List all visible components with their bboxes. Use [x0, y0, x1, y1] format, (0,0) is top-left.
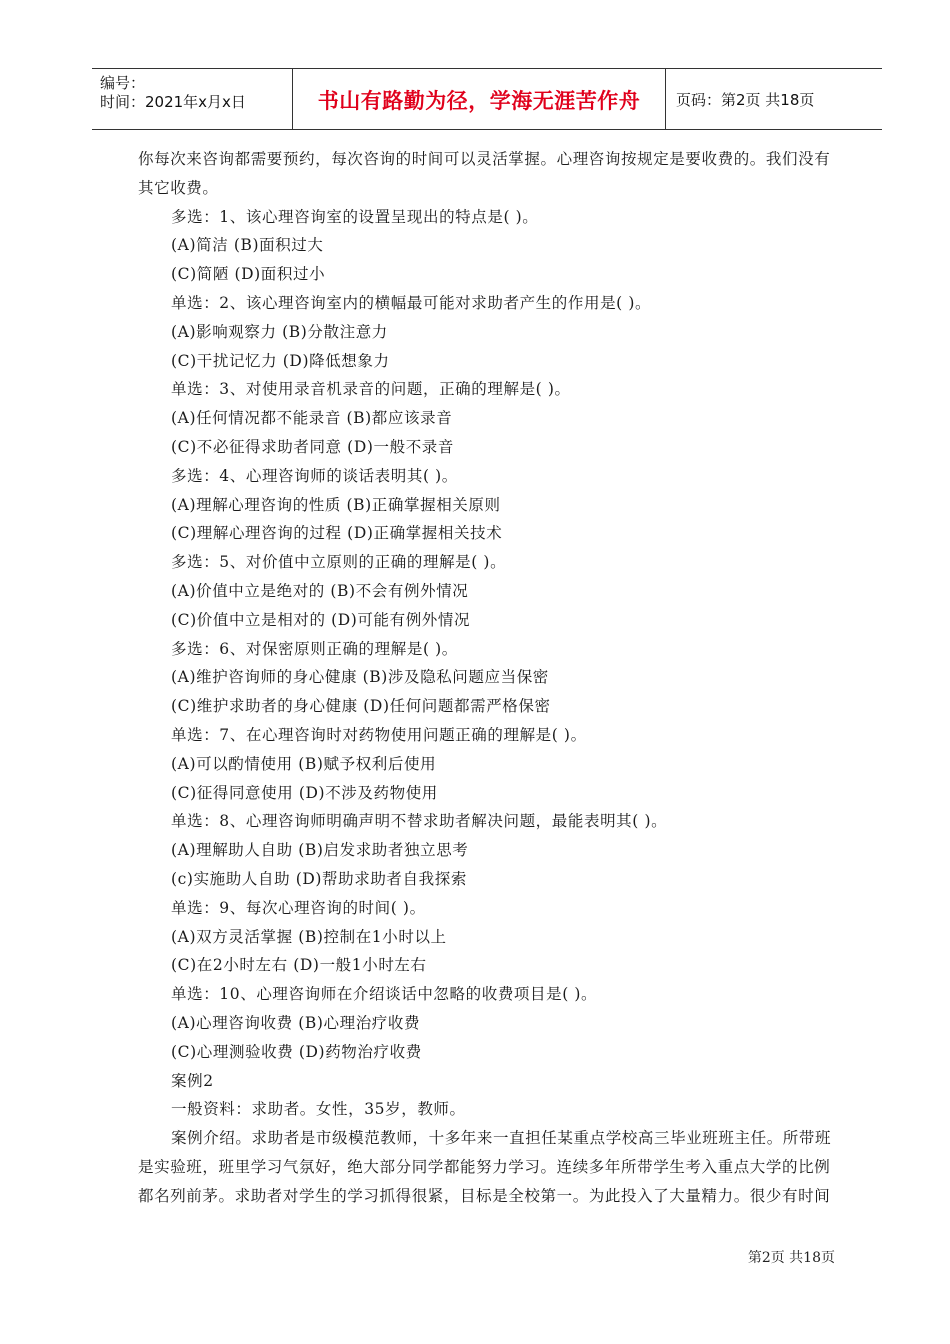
question-line: 多选：6、对保密原则正确的理解是( )。 [171, 639, 458, 658]
option-line: (C)干扰记忆力 (D)降低想象力 [171, 351, 390, 370]
case-heading: 案例2 [171, 1071, 214, 1090]
option-line: (A)任何情况都不能录音 (B)都应该录音 [171, 409, 453, 428]
paragraph-line: 是实验班，班里学习气氛好，绝大部分同学都能努力学习。连续多年所带学生考入重点大学的比例 [138, 1157, 831, 1176]
header-page-cell [664, 69, 882, 129]
option-line: (A)双方灵活掌握 (B)控制在1小时以上 [171, 927, 447, 946]
question-line: 单选：7、在心理咨询时对药物使用问题正确的理解是( )。 [171, 725, 587, 744]
option-line: (c)实施助人自助 (D)帮助求助者自我探索 [171, 869, 467, 888]
option-line: (C)维护求助者的身心健康 (D)任何问题都需严格保密 [171, 697, 551, 716]
case-info-line: 一般资料：求助者。女性，35岁，教师。 [171, 1100, 466, 1119]
header-motto: 书山有路勤为径，学海无涯苦作舟 [317, 89, 641, 113]
option-line: (C)不必征得求助者同意 (D)一般不录音 [171, 437, 455, 456]
paragraph-line: 案例介绍。求助者是市级模范教师，十多年来一直担任某重点学校高三毕业班班主任。所带班 [171, 1129, 832, 1148]
paragraph-line: 都名列前茅。求助者对学生的学习抓得很紧，目标是全校第一。为此投入了大量精力。很少有时间 [138, 1186, 831, 1205]
question-line: 单选：8、心理咨询师明确声明不替求助者解决问题，最能表明其( )。 [171, 812, 668, 831]
document-body [138, 145, 838, 1210]
page-header [92, 68, 882, 130]
question-line: 单选：3、对使用录音机录音的问题，正确的理解是( )。 [171, 380, 571, 399]
paragraph-line: 其它收费。 [138, 178, 219, 197]
option-line: (A)理解心理咨询的性质 (B)正确掌握相关原则 [171, 495, 501, 514]
question-line: 单选：9、每次心理咨询的时间( )。 [171, 898, 426, 917]
option-line: (A)价值中立是绝对的 (B)不会有例外情况 [171, 581, 469, 600]
page-footer: 第2页 共18页 [747, 1250, 835, 1266]
option-line: (A)简洁 (B)面积过大 [171, 236, 324, 255]
option-line: (A)可以酌情使用 (B)赋予权利后使用 [171, 754, 437, 773]
option-line: (C)价值中立是相对的 (D)可能有例外情况 [171, 610, 471, 629]
header-motto-cell [292, 69, 666, 129]
option-line: (C)简陋 (D)面积过小 [171, 265, 326, 284]
option-line: (A)心理咨询收费 (B)心理治疗收费 [171, 1013, 421, 1032]
question-line: 多选：4、心理咨询师的谈话表明其( )。 [171, 466, 458, 485]
option-line: (C)心理测验收费 (D)药物治疗收费 [171, 1042, 422, 1061]
question-line: 单选：2、该心理咨询室内的横幅最可能对求助者产生的作用是( )。 [171, 293, 652, 312]
option-line: (C)理解心理咨询的过程 (D)正确掌握相关技术 [171, 524, 503, 543]
paragraph-line: 你每次来咨询都需要预约，每次咨询的时间可以灵活掌握。心理咨询按规定是要收费的。我们没有 [138, 150, 831, 168]
document-number-label: 编号： [100, 74, 146, 92]
question-line: 多选：1、该心理咨询室的设置呈现出的特点是( )。 [171, 207, 539, 226]
option-line: (C)在2小时左右 (D)一般1小时左右 [171, 956, 427, 975]
document-time-label: 时间：2021年x月x日 [100, 93, 246, 111]
header-meta [92, 69, 292, 129]
question-line: 多选：5、对价值中立原则的正确的理解是( )。 [171, 553, 507, 572]
option-line: (A)维护咨询师的身心健康 (B)涉及隐私问题应当保密 [171, 668, 549, 687]
header-page-info: 页码：第2页 共18页 [676, 91, 815, 109]
question-line: 单选：10、心理咨询师在介绍谈话中忽略的收费项目是( )。 [171, 985, 598, 1004]
option-line: (A)理解助人自助 (B)启发求助者独立思考 [171, 841, 469, 860]
option-line: (C)征得同意使用 (D)不涉及药物使用 [171, 783, 438, 802]
option-line: (A)影响观察力 (B)分散注意力 [171, 322, 388, 341]
